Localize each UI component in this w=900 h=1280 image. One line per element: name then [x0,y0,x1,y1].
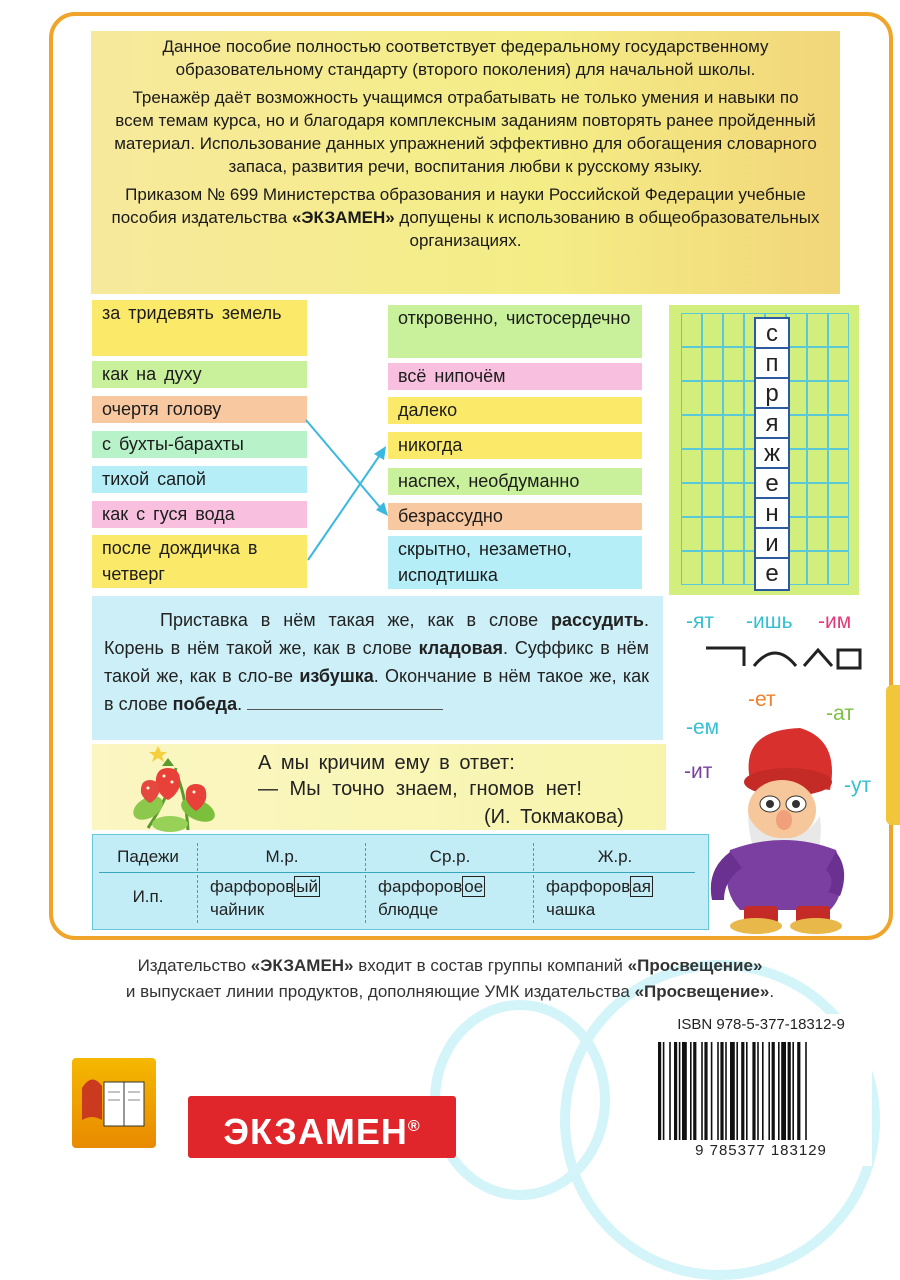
right-phrase: далеко [388,397,642,424]
crossword-cell[interactable] [723,517,744,551]
crossword-cell[interactable] [828,415,849,449]
left-phrase: как на духу [92,361,307,388]
ending-box: ое [464,877,484,896]
barcode-bar [701,1042,703,1140]
left-phrase: за тридевять земель [92,300,307,356]
crossword-cell[interactable] [828,551,849,585]
crossword-cell[interactable] [702,415,723,449]
table-cell: фарфоров ое блюдце [365,875,533,923]
crossword-cell[interactable] [807,551,828,585]
right-phrase: скрытно, незаметно, исподтишка [388,536,642,589]
crossword-cell[interactable] [828,483,849,517]
poem-author: (И. Токмакова) [484,806,624,828]
barcode-bar [693,1042,696,1140]
barcode-bar [772,1042,775,1140]
matching-arrows [300,400,400,580]
publisher-name: «ЭКЗАМЕН» [291,208,395,227]
crossword-cell[interactable] [702,517,723,551]
crossword-cell[interactable] [828,313,849,347]
crossword-cell[interactable] [807,347,828,381]
barcode-bar [711,1042,713,1140]
barcode-bar [730,1042,735,1140]
intro-paragraph-2: Тренажёр даёт возможность учащимся отрабатывать не только умения и навыки по всем темам курса, но и благодаря комплексным заданиям повторять ранее пройденный материал. Использование данных упражнений эффективно для обогащения словарного запаса, развития речи, воспитания любви к русскому языку. [114,88,817,176]
crossword-cell[interactable] [681,381,702,415]
table-divider [99,872,695,873]
crossword-letter: е [754,467,790,501]
crossword-cell[interactable] [702,381,723,415]
table-noun: чашка [546,900,596,919]
arrow-line [308,452,382,560]
left-phrase: как с гуся вода [92,501,307,528]
riddle-text: Приставка в нём такая же, как в слове рассудить. Корень в нём такой же, как в слове кладовая. Суффикс в нём такой же, как в сло-ве избушка. Окончание в нём такое же, как в слове победа. [104,610,649,714]
barcode-bar [792,1042,794,1140]
isbn-label: ISBN 978-5-377-18312-9 [677,1016,845,1033]
crossword-cell[interactable] [681,415,702,449]
crossword-cell[interactable] [807,517,828,551]
crossword-cell[interactable] [681,449,702,483]
barcode-bar [805,1042,807,1140]
crossword-cell[interactable] [828,381,849,415]
gnome-illustration [700,720,850,935]
publisher-note [0,953,900,1005]
crossword-cell[interactable] [828,449,849,483]
barcode-bar [720,1042,723,1140]
crossword-cell[interactable] [702,347,723,381]
right-phrase: откровенно, чистосердечно [388,305,642,358]
declension-table [92,834,709,930]
crossword-cell[interactable] [807,415,828,449]
word-riddle [92,596,663,740]
barcode-digits: 9 785377 183129 [695,1142,827,1159]
crossword-letter: я [754,407,790,441]
background-decoration [430,1000,610,1200]
barcode-bar [690,1042,692,1140]
barcode-bar [741,1042,744,1140]
crossword-cell[interactable] [723,347,744,381]
crossword-cell[interactable] [723,381,744,415]
crossword-cell[interactable] [681,551,702,585]
eagle-book-icon [72,1058,156,1148]
poem-line: — Мы точно знаем, гномов нет! [258,778,582,800]
word-scheme [700,640,870,680]
barcode [654,1042,868,1142]
verb-ending: -ем [686,716,720,739]
crossword-cell[interactable] [723,551,744,585]
crossword-letter: р [754,377,790,411]
crossword-cell[interactable] [702,483,723,517]
barcode-bar [768,1042,770,1140]
right-phrase: никогда [388,432,642,459]
right-phrase: безрассудно [388,503,642,530]
crossword-cell[interactable] [702,551,723,585]
crossword-cell[interactable] [828,347,849,381]
barcode-bar [778,1042,780,1140]
barcode-bar [736,1042,738,1140]
table-case: И.п. [132,887,164,906]
crossword-cell[interactable] [807,483,828,517]
ending-box: ая [632,877,651,896]
crossword-cell[interactable] [723,415,744,449]
crossword-letter: с [754,317,790,351]
barcode-bar [757,1042,759,1140]
crossword-cell[interactable] [681,313,702,347]
answer-line[interactable] [247,695,443,710]
barcode-bar [797,1042,800,1140]
verb-ending: -ут [844,774,872,797]
barcode-bar [717,1042,719,1140]
table-cell: фарфоров ая чашка [533,875,695,923]
crossword-letter: ж [754,437,790,471]
verb-ending: -им [818,610,852,633]
publisher-logo: ЭКЗАМЕН® [188,1096,456,1158]
verb-ending: -ат [826,702,854,725]
crossword-cell[interactable] [702,449,723,483]
crossword-cell[interactable] [807,449,828,483]
verb-ending: -ишь [746,610,793,633]
left-phrase: с бухты-барахты [92,431,307,458]
crossword-letter: п [754,347,790,381]
table-header: Падежи [117,847,179,866]
crossword-letter: н [754,497,790,531]
table-noun: блюдце [378,900,439,919]
barcode-block [650,1014,872,1166]
strawberry-illustration [128,738,228,834]
crossword-cell[interactable] [681,347,702,381]
barcode-bar [746,1042,748,1140]
table-header: Ср.р. [365,843,534,871]
table-header: М.р. [197,843,366,871]
barcode-bar [658,1042,661,1140]
barcode-bar [682,1042,687,1140]
table-cell: фарфоров ый чайник [197,875,365,923]
arrow-head [374,446,386,460]
verb-ending: -ит [684,760,713,783]
side-tab [886,685,900,825]
crossword-cell[interactable] [828,517,849,551]
barcode-bar [669,1042,671,1140]
verb-ending: -ет [748,688,776,711]
left-phrase: тихой сапой [92,466,307,493]
barcode-bar [704,1042,707,1140]
crossword-letter: и [754,527,790,561]
left-phrase: после дождичка в четверг [92,535,307,588]
barcode-bar [762,1042,764,1140]
intro-text-box [91,31,840,294]
right-phrase: всё нипочём [388,363,642,390]
crossword-letter: е [754,557,790,591]
left-phrase: очертя голову [92,396,307,423]
publisher-line: и выпускает линии продуктов, дополняющие УМК издательства «Просвещение». [125,982,775,1001]
crossword-cell[interactable] [807,381,828,415]
crossword-cell[interactable] [723,313,744,347]
poem-line: А мы кричим ему в ответ: [258,752,515,774]
crossword-cell[interactable] [723,449,744,483]
publisher-line: Издательство «ЭКЗАМЕН» входит в состав группы компаний «Просвещение» [137,956,763,975]
crossword-cell[interactable] [702,313,723,347]
ending-box: ый [296,877,318,896]
barcode-bar [663,1042,665,1140]
intro-paragraph-3: Приказом № 699 Министерства образования и науки Российской Федерации учебные пособия издательства «ЭКЗАМЕН» допущены к использованию в общеобразовательных организациях. [111,185,820,250]
barcode-bar [752,1042,755,1140]
crossword-cell[interactable] [681,517,702,551]
right-phrase: наспех, необдуманно [388,468,642,495]
table-header: Ж.р. [533,843,696,871]
barcode-bar [788,1042,791,1140]
barcode-bar [674,1042,677,1140]
barcode-bar [725,1042,727,1140]
crossword-cell[interactable] [807,313,828,347]
table-noun: чайник [210,900,265,919]
intro-paragraph-1: Данное пособие полностью соответствует федеральному государственному образовательному стандарту (второго поколения) для начальной школы. [162,37,769,79]
barcode-bar [679,1042,681,1140]
state-emblem [72,1058,156,1148]
verb-ending: -ят [686,610,714,633]
crossword-cell[interactable] [723,483,744,517]
barcode-bar [781,1042,786,1140]
crossword-cell[interactable] [681,483,702,517]
